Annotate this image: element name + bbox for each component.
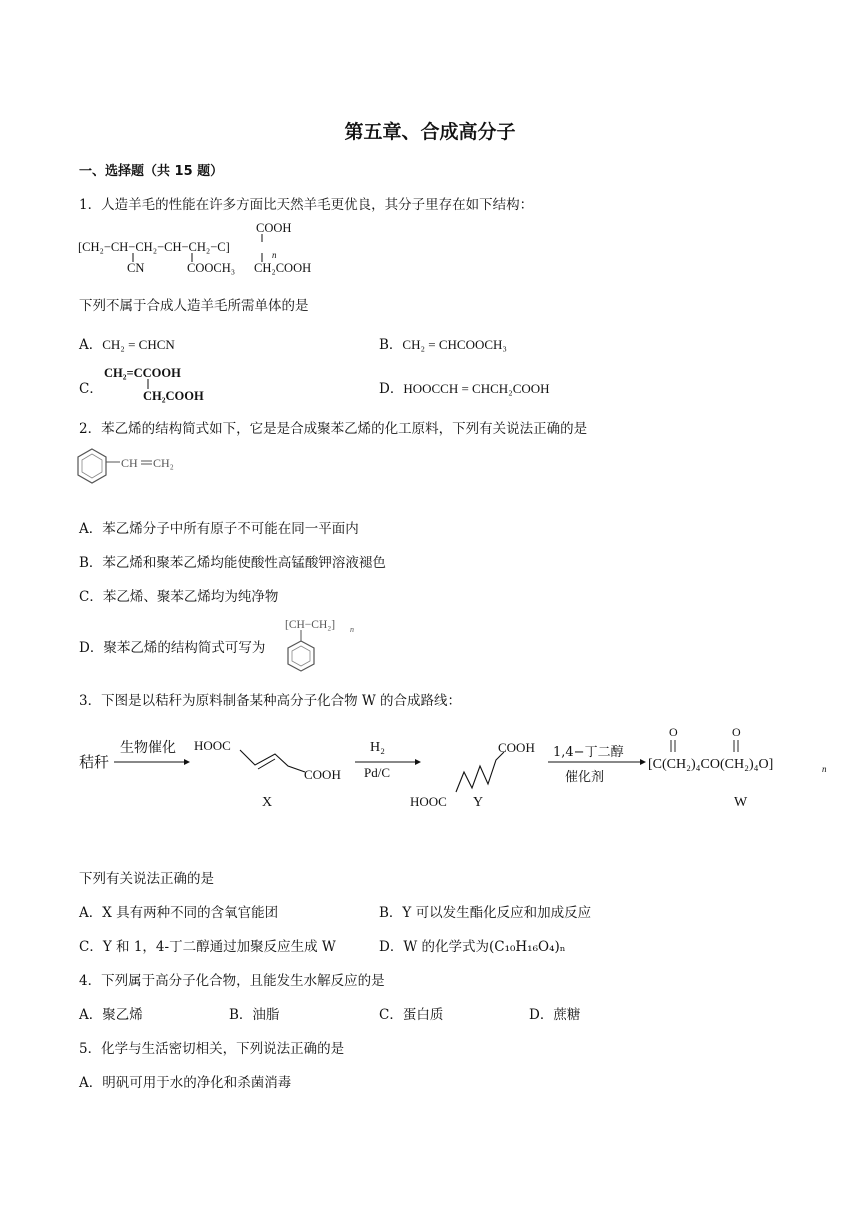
scheme-step2-bottom: Pd/C <box>364 765 391 780</box>
q1-option-c-label: C． <box>79 381 103 397</box>
q4-stem: 4．下列属于高分子化合物，且能发生水解反应的是 <box>79 973 385 989</box>
scheme-w-label: W <box>734 795 748 810</box>
q1-option-c-structure <box>103 362 213 404</box>
q1-option-d-label: D． <box>379 381 404 397</box>
svg-text:n: n <box>272 250 277 260</box>
svg-text:[C(CH₂)₄CO(CH₂)₄O]: [C(CH₂)₄CO(CH₂)₄O] <box>648 757 774 772</box>
q3-option-c[interactable]: C．Y 和 1，4-丁二醇通过加聚反应生成 W <box>79 939 336 955</box>
svg-text:COOH: COOH <box>498 740 535 755</box>
q5-stem: 5．化学与生活密切相关，下列说法正确的是 <box>79 1041 345 1057</box>
svg-text:CH₂: CH₂ <box>153 456 174 470</box>
page-title: 第五章、合成高分子 <box>344 121 516 143</box>
q4-option-a[interactable]: A．聚乙烯 <box>79 1007 143 1023</box>
q1-option-b-label: B． <box>379 337 403 353</box>
q1-option-b-formula: CH₂ = CHCOOCH₃ <box>402 337 507 352</box>
svg-text:[CH₂−CH−CH₂−CH−CH₂−C]: [CH₂−CH−CH₂−CH−CH₂−C] <box>78 240 230 254</box>
q3-stem: 3．下图是以秸秆为原料制备某种高分子化合物 W 的合成路线： <box>79 693 462 709</box>
q2-option-c[interactable]: C．苯乙烯、聚苯乙烯均为纯净物 <box>79 589 279 605</box>
svg-text:HOOC: HOOC <box>410 794 447 809</box>
scheme-step3-bottom: 催化剂 <box>565 770 605 785</box>
q3-option-a[interactable]: A．X 具有两种不同的含氧官能团 <box>79 905 279 921</box>
svg-text:COOH: COOH <box>256 221 292 235</box>
svg-text:n: n <box>350 625 354 634</box>
q1-polymer-structure <box>78 220 338 282</box>
q2-option-d[interactable]: D．聚苯乙烯的结构简式可写为 <box>79 640 266 656</box>
svg-text:CH₂=CCOOH: CH₂=CCOOH <box>104 366 181 380</box>
svg-text:O: O <box>732 725 741 739</box>
q1-option-a[interactable] <box>79 333 175 353</box>
q1-stem: 1．人造羊毛的性能在许多方面比天然羊毛更优良，其分子里存在如下结构： <box>79 197 534 213</box>
q3-ask: 下列有关说法正确的是 <box>79 871 214 887</box>
scheme-y-label: Y <box>473 795 484 810</box>
svg-text:CH₂COOH: CH₂COOH <box>143 389 204 403</box>
q5-option-a[interactable]: A．明矾可用于水的净化和杀菌消毒 <box>79 1075 292 1091</box>
scheme-step1-label: 生物催化 <box>120 740 176 756</box>
q1-option-a-formula: CH₂ = CHCN <box>102 337 175 352</box>
q2-stem: 2．苯乙烯的结构简式如下，它是是合成聚苯乙烯的化工原料，下列有关说法正确的是 <box>79 421 588 437</box>
q1-option-c[interactable] <box>79 377 103 397</box>
svg-text:[CH−CH₂]: [CH−CH₂] <box>285 619 336 631</box>
svg-text:HOOC: HOOC <box>194 738 231 753</box>
section-heading: 一、选择题（共 15 题） <box>79 164 224 179</box>
styrene-structure <box>76 445 186 497</box>
q4-option-b[interactable]: B．油脂 <box>229 1007 280 1023</box>
q1-option-d[interactable] <box>379 377 550 397</box>
scheme-x-label: X <box>262 795 273 810</box>
svg-text:COOCH₃: COOCH₃ <box>187 261 236 275</box>
polystyrene-structure <box>284 614 364 678</box>
svg-text:CH₂COOH: CH₂COOH <box>254 261 312 275</box>
svg-text:n: n <box>822 764 827 774</box>
q2-option-a[interactable]: A．苯乙烯分子中所有原子不可能在同一平面内 <box>79 521 359 537</box>
q1-ask: 下列不属于合成人造羊毛所需单体的是 <box>79 298 309 314</box>
q4-option-c[interactable]: C．蛋白质 <box>379 1007 444 1023</box>
q1-option-b[interactable] <box>379 333 507 353</box>
svg-text:O: O <box>669 725 678 739</box>
q2-option-b[interactable]: B．苯乙烯和聚苯乙烯均能使酸性高锰酸钾溶液褪色 <box>79 555 386 571</box>
q1-option-a-label: A． <box>79 337 103 353</box>
scheme-step2-top: H₂ <box>370 740 385 755</box>
svg-text:COOH: COOH <box>304 767 341 782</box>
svg-text:CH: CH <box>121 456 138 470</box>
q4-option-d[interactable]: D．蔗糖 <box>529 1007 581 1023</box>
q3-option-b[interactable]: B．Y 可以发生酯化反应和加成反应 <box>379 905 592 921</box>
q1-option-d-formula: HOOCCH = CHCH₂COOH <box>403 381 550 396</box>
scheme-step3-top: 1,4−丁二醇 <box>553 745 624 760</box>
q3-option-d[interactable]: D．W 的化学式为(C₁₀H₁₆O₄)ₙ <box>379 939 566 955</box>
svg-text:CN: CN <box>127 261 145 275</box>
scheme-start: 秸秆 <box>79 753 110 771</box>
